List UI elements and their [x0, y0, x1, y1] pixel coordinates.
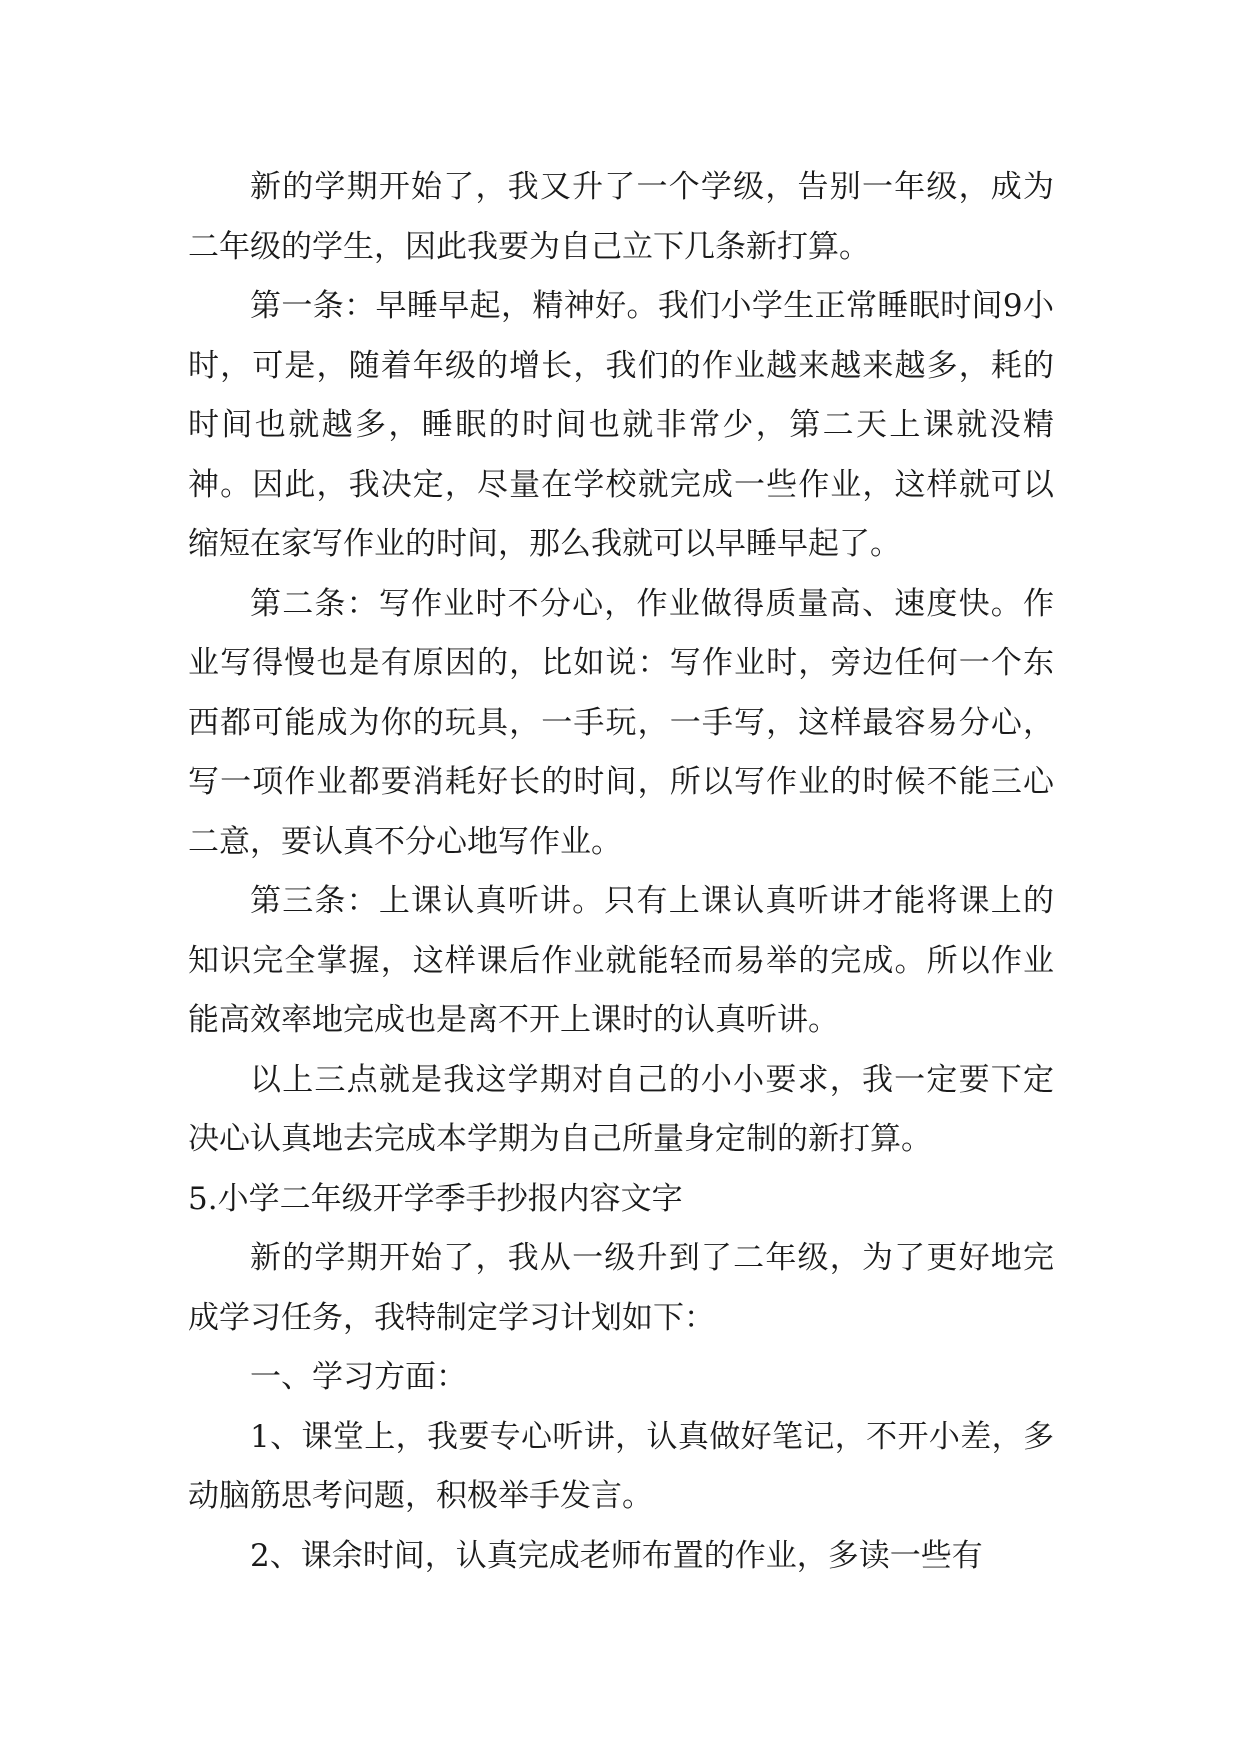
paragraph-study-item-two: 2、课余时间，认真完成老师布置的作业，多读一些有 [250, 1537, 983, 1574]
paragraph-conclusion: 以上三点就是我这学期对自己的小小要求，我一定要下定决心认真地去完成本学期为自己所量身定制的新打算。 [188, 1061, 1054, 1157]
paragraph-study-item-one: 1、课堂上，我要专心听讲，认真做好笔记，不开小差，多动脑筋思考问题，积极举手发言。 [188, 1418, 1054, 1514]
paragraph-rule-three: 第三条：上课认真听讲。只有上课认真听讲才能将课上的知识完全掌握，这样课后作业就能轻而易举的完成。所以作业能高效率地完成也是离不开上课时的认真听讲。 [188, 883, 1054, 1038]
paragraph-intro: 新的学期开始了，我又升了一个学级，告别一年级，成为二年级的学生，因此我要为自己立下几条新打算。 [188, 169, 1054, 265]
paragraph-rule-two: 第二条：写作业时不分心，作业做得质量高、速度快。作业写得慢也是有原因的，比如说：写作业时，旁边任何一个东西都可能成为你的玩具，一手玩，一手写，这样最容易分心，写一项作业都要消耗好长的时间，所以写作业的时候不能三心二意，要认真不分心地写作业。 [188, 585, 1054, 860]
paragraph-rule-one: 第一条：早睡早起，精神好。我们小学生正常睡眠时间9小时，可是，随着年级的增长，我们的作业越来越来越多，耗的时间也就越多，睡眠的时间也就非常少，第二天上课就没精神。因此，我决定，尽量在学校就完成一些作业，这样就可以缩短在家写作业的时间，那么我就可以早睡早起了。 [188, 288, 1054, 562]
paragraph-plan-intro: 新的学期开始了，我从一级升到了二年级，为了更好地完成学习任务，我特制定学习计划如下： [188, 1240, 1054, 1336]
section-heading: 5.小学二年级开学季手抄报内容文字 [188, 1180, 683, 1217]
document-body [188, 158, 1054, 1586]
paragraph-study-heading: 一、学习方面： [250, 1359, 467, 1395]
